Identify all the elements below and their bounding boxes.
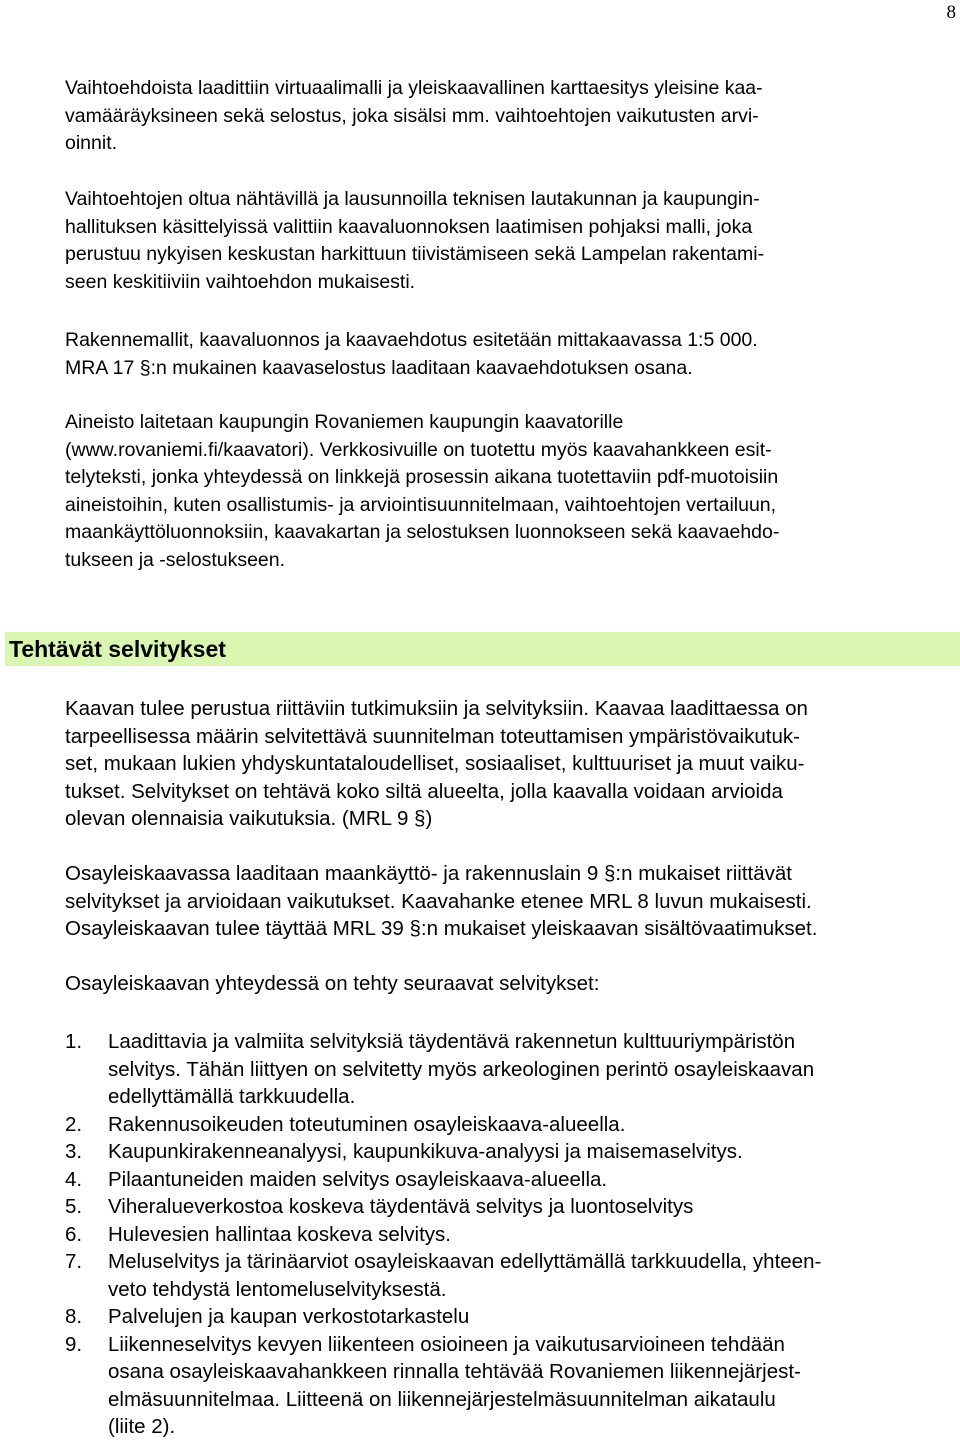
section-paragraph-2: Osayleiskaavassa laaditaan maankäyttö- ja rakennuslain 9 §:n mukaiset riittävät selvitykset ja arvioidaan vaikutukset. Kaavahanke etenee MRL 8 luvun mukaisesti. Osayleiskaavan tulee täyttää MRL 39 §:n mukaiset yleiskaavan sisältövaatimukset. [65, 862, 818, 940]
section-paragraph-3: Osayleiskaavan yhteydessä on tehty seuraavat selvitykset: [65, 972, 600, 995]
section-paragraph-1: Kaavan tulee perustua riittäviin tutkimuksiin ja selvityksiin. Kaavaa laadittaessa on tarpeellisessa määrin selvitettävä suunnitelman toteuttamisen ympäristövaikutuk- set, mukaan lukien yhdyskuntataloudelliset, sosiaaliset, kulttuuriset ja muut vaiku- tukset. Selvitykset on tehtävä koko siltä alueelta, jolla kaavalla voidaan arvioida olevan olennaisia vaikutuksia. (MRL 9 §) [65, 697, 808, 830]
list-item-number: 9. [65, 1332, 83, 1356]
list-item-text: Laadittavia ja valmiita selvityksiä täydentävä rakennetun kulttuuriympäristön selvitys. Tähän liittyen on selvitetty myös arkeologinen perintö osayleiskaavan edellyttämällä tarkkuudella. [108, 1030, 815, 1108]
list-item [65, 1303, 955, 1331]
survey-list [65, 1028, 955, 1441]
section-heading: Tehtävät selvitykset [9, 636, 226, 662]
list-item-number: 2. [65, 1112, 83, 1136]
intro-paragraph-3: Rakennemallit, kaavaluonnos ja kaavaehdotus esitetään mittakaavassa 1:5 000. MRA 17 §:n mukainen kaavaselostus laaditaan kaavaehdotuksen osana. [65, 329, 758, 379]
list-item-number: 7. [65, 1250, 83, 1273]
list-item-text: Palvelujen ja kaupan verkostotarkastelu [108, 1305, 470, 1328]
list-item [65, 1221, 955, 1249]
list-item-number: 4. [65, 1167, 83, 1191]
list-item [65, 1331, 955, 1441]
intro-paragraph-1: Vaihtoehdoista laadittiin virtuaalimalli ja yleiskaavallinen karttaesitys yleisine kaa- vamääräyksineen sekä selostus, joka sisälsi mm. vaihtoehtojen vaikutusten arvi- oinnit. [65, 77, 763, 154]
list-item-text: Liikenneselvitys kevyen liikenteen osioineen ja vaikutusarvioineen tehdään osana osayleiskaavahankkeen rinnalla tehtävää Rovaniemen liikennejärjest- elmäsuunnitelmaa. Liitteenä on liikennejärjestelmäsuunnitelman aikataulu (liite 2). [108, 1332, 801, 1438]
list-item [65, 1111, 955, 1139]
list-item-text: Pilaantuneiden maiden selvitys osayleiskaava-alueella. [108, 1167, 608, 1191]
list-item [65, 1193, 955, 1221]
list-item-number: 1. [65, 1030, 83, 1053]
list-item [65, 1138, 955, 1166]
list-item [65, 1166, 955, 1194]
list-item [65, 1248, 955, 1303]
list-item-text: Kaupunkirakenneanalyysi, kaupunkikuva-analyysi ja maisemaselvitys. [108, 1140, 743, 1163]
list-item-number: 6. [65, 1222, 83, 1246]
list-item [65, 1028, 955, 1111]
list-item-number: 5. [65, 1195, 83, 1218]
list-item-text: Hulevesien hallintaa koskeva selvitys. [108, 1222, 451, 1246]
list-item-text: Viheralueverkostoa koskeva täydentävä selvitys ja luontoselvitys [108, 1195, 694, 1218]
section-heading-band [5, 632, 960, 666]
page-number: 8 [946, 2, 956, 23]
list-item-number: 3. [65, 1140, 83, 1163]
list-item-text: Rakennusoikeuden toteutuminen osayleiskaava-alueella. [108, 1112, 626, 1136]
list-item-text: Meluselvitys ja tärinäarviot osayleiskaavan edellyttämällä tarkkuudella, yhteen- veto tehdystä lentomeluselvityksestä. [108, 1250, 822, 1301]
intro-paragraph-4: Aineisto laitetaan kaupungin Rovaniemen kaupungin kaavatorille (www.rovaniemi.fi/kaavatori). Verkkosivuille on tuotettu myös kaavahankkeen esit- telyteksti, jonka yhteydessä on linkkejä prosessin aikana tuotettaviin pdf-muotoisiin aineistoihin, kuten osallistumis- ja arviointisuunnitelmaan, vaihtoehtojen vertailuun, maankäyttöluonnoksiin, kaavakartan ja selostuksen luonnokseen sekä kaavaehdo- tukseen ja -selostukseen. [65, 411, 780, 571]
intro-paragraph-2: Vaihtoehtojen oltua nähtävillä ja lausunnoilla teknisen lautakunnan ja kaupungin- hallituksen käsittelyissä valittiin kaavaluonnoksen laatimisen pohjaksi malli, joka perustuu nykyisen keskustan harkittuun tiivistämiseen sekä Lampelan rakentami- seen keskitiiviin vaihtoehdon mukaisesti. [65, 188, 765, 293]
list-item-number: 8. [65, 1305, 83, 1328]
